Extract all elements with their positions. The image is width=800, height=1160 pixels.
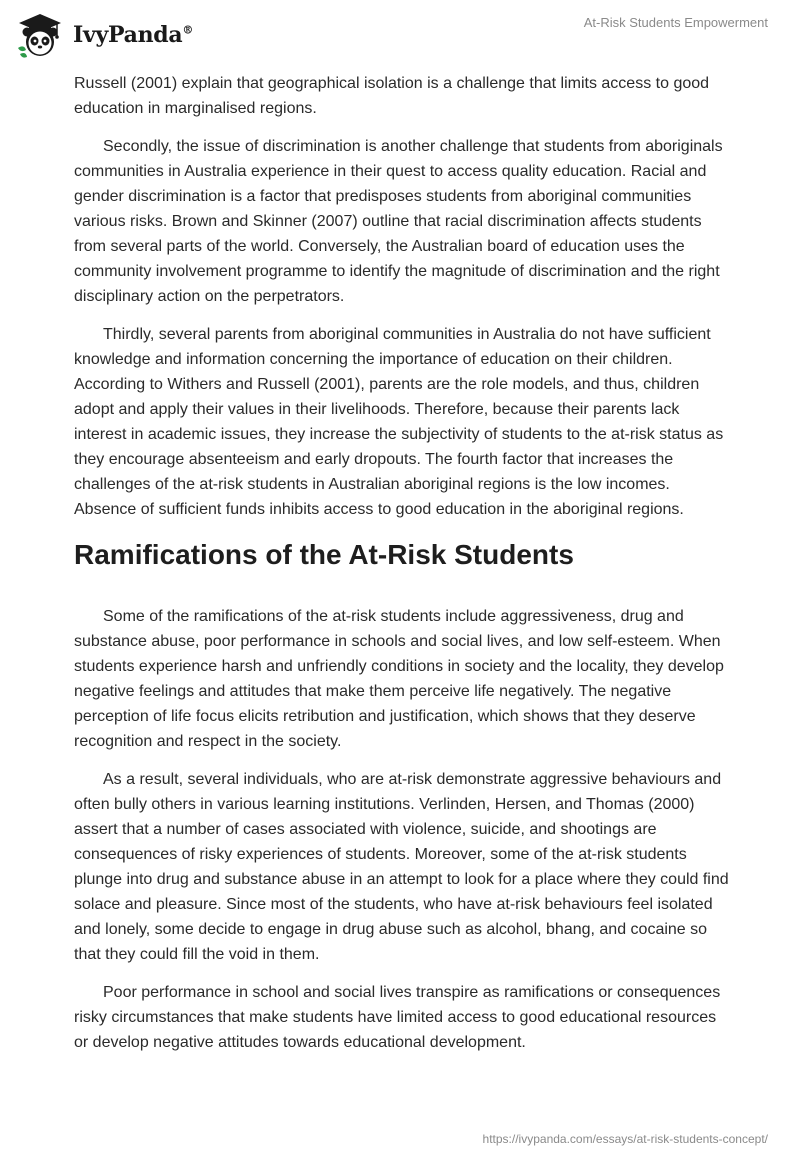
- registered-mark: ®: [182, 23, 194, 37]
- paragraph: Thirdly, several parents from aboriginal communities in Australia do not have sufficient knowledge and information concerning the importance of education on their children. According to Withers and Russell (2001), parents are the role models, and thus, children adopt and apply their values in their livelihoods. Therefore, because their parents lack interest in academic issues, they increase the subjectivity of students to the at-risk status as they encourage absenteeism and early dropouts. The fourth factor that increases the challenges of the at-risk students in Australian aboriginal regions is the low incomes. Absence of sufficient funds inhibits access to good education in the aboriginal regions.: [74, 326, 724, 518]
- panda-graduate-icon: [15, 10, 65, 60]
- brand-name: IvyPanda®: [73, 22, 194, 48]
- section-heading: Ramifications of the At-Risk Students: [74, 539, 574, 570]
- page-header: [0, 0, 800, 70]
- ivypanda-logo[interactable]: [15, 10, 193, 60]
- source-url[interactable]: https://ivypanda.com/essays/at-risk-students-concept/: [482, 1132, 768, 1146]
- paragraph: Some of the ramifications of the at-risk students include aggressiveness, drug and substance abuse, poor performance in schools and social lives, and low self-esteem. When students experience harsh and unfriendly conditions in society and the locality, they develop negative feelings and attitudes that make them perceive life negatively. The negative perception of life focus elicits retribution and justification, which shows that they deserve recognition and respect in the society.: [74, 608, 724, 750]
- paragraph: Secondly, the issue of discrimination is another challenge that students from aboriginals communities in Australia experience in their quest to access quality education. Racial and gender discrimination is a factor that predisposes students from aboriginal communities various risks. Brown and Skinner (2007) outline that racial discrimination affects students from several parts of the world. Conversely, the Australian board of education uses the community involvement programme to identify the magnitude of discrimination and the right disciplinary action on the perpetrators.: [74, 138, 723, 305]
- paragraph: As a result, several individuals, who are at-risk demonstrate aggressive behaviours and often bully others in various learning institutions. Verlinden, Hersen, and Thomas (2000) assert that a number of cases associated with violence, suicide, and shootings are consequences of risky experiences of students. Moreover, some of the at-risk students plunge into drug and substance abuse in an attempt to look for a place where they could find solace and pleasure. Since most of the students, who have at-risk behaviours feel isolated and lonely, some decide to engage in drug abuse such as alcohol, bhang, and cocaine so that they could fill the void in them.: [74, 771, 729, 963]
- document-title: At-Risk Students Empowerment: [583, 15, 768, 30]
- paragraph: Poor performance in school and social lives transpire as ramifications or consequences risky circumstances that make students have limited access to good educational resources or develop negative attitudes towards educational development.: [74, 984, 721, 1051]
- paragraph: Russell (2001) explain that geographical isolation is a challenge that limits access to good education in marginalised regions.: [74, 75, 710, 117]
- essay-body: [74, 71, 730, 1068]
